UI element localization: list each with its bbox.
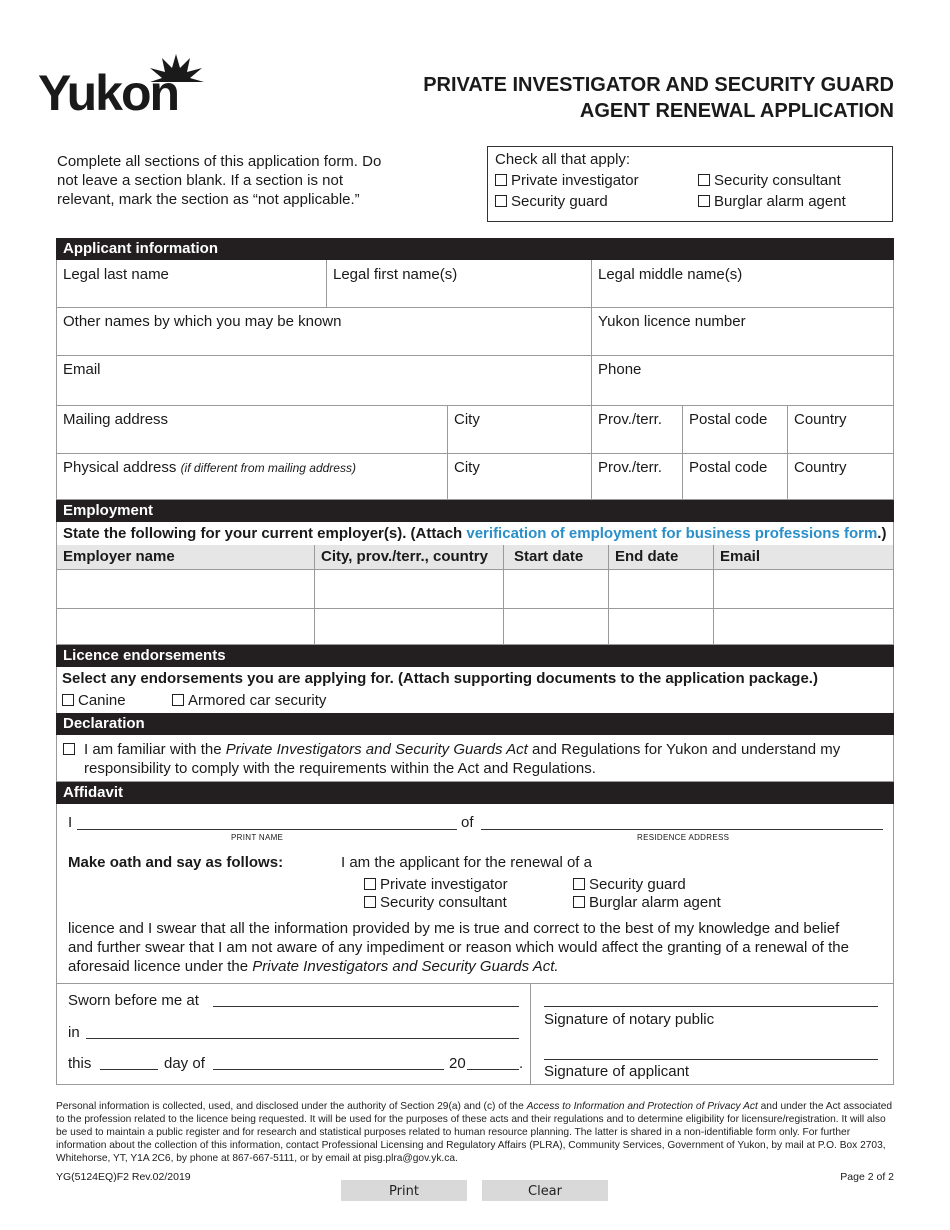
checkbox-icon[interactable] bbox=[698, 195, 710, 207]
checkbox-private-investigator[interactable]: Private investigator bbox=[495, 172, 639, 189]
mailing-prov-field[interactable]: Prov./terr. bbox=[591, 405, 683, 454]
mailing-country-field[interactable]: Country bbox=[787, 405, 894, 454]
section-licence-endorsements: Licence endorsements bbox=[56, 645, 894, 667]
employer-email-input[interactable] bbox=[713, 608, 894, 645]
page-number: Page 2 of 2 bbox=[840, 1171, 894, 1183]
checkbox-icon[interactable] bbox=[364, 878, 376, 890]
checkbox-burglar-alarm-agent[interactable]: Burglar alarm agent bbox=[698, 193, 846, 210]
col-end-date: End date bbox=[608, 545, 714, 570]
day-of-label: day of bbox=[164, 1055, 205, 1072]
clear-button[interactable]: Clear bbox=[482, 1180, 608, 1201]
checkbox-icon[interactable] bbox=[495, 174, 507, 186]
section-applicant-information: Applicant information bbox=[56, 238, 894, 260]
swear-text-1: licence and I swear that all the information provided by me is true and correct to the best of my knowledge and belief bbox=[68, 920, 840, 937]
privacy-notice: Personal information is collected, used, and disclosed under the authority of Section 29(a) and (c) of the Access to Information and Protection of Privacy Act and under the Act associated to the profession related to the licence being requested. It will be used for the purposes of these acts and their regulations and to determine eligibility for licensure/registration. It will also be used to maintain a public register and for research and statistical purposes related to human resource planning. The latter is shared in a non-identifiable form only. For further information about the collection of this information, contact Professional Licensing and Regulatory Affairs (PLRA), Community Services, Government of Yukon, by mail at P.O. Box 2703, Whitehorse, YT, Y1A 2C6, by phone at 867-667-5111, or by email at pisg.plra@gov.yk.ca. bbox=[56, 1101, 893, 1164]
year-prefix: 20 bbox=[449, 1055, 466, 1072]
affidavit-checkbox-private-investigator[interactable]: Private investigator bbox=[364, 876, 508, 893]
endorsements-instruction: Select any endorsements you are applying for. (Attach supporting documents to the application package.) bbox=[62, 670, 818, 687]
sworn-before-label: Sworn before me at bbox=[68, 992, 199, 1009]
section-employment: Employment bbox=[56, 500, 894, 522]
start-date-input[interactable] bbox=[503, 569, 609, 609]
affidavit-checkbox-security-guard[interactable]: Security guard bbox=[573, 876, 686, 893]
physical-city-field[interactable]: City bbox=[447, 453, 592, 500]
employer-email-input[interactable] bbox=[713, 569, 894, 609]
section-declaration: Declaration bbox=[56, 713, 894, 735]
legal-last-name-field[interactable]: Legal last name bbox=[56, 260, 327, 308]
verification-form-link[interactable]: verification of employment for business professions form bbox=[466, 525, 878, 542]
checkbox-canine[interactable]: Canine bbox=[62, 692, 126, 709]
email-field[interactable]: Email bbox=[56, 355, 592, 406]
physical-country-field[interactable]: Country bbox=[787, 453, 894, 500]
residence-caption: RESIDENCE ADDRESS bbox=[637, 833, 730, 842]
checkbox-icon[interactable] bbox=[495, 195, 507, 207]
checkbox-icon[interactable] bbox=[172, 694, 184, 706]
intro-text: Complete all sections of this application form. Do not leave a section blank. If a section is not relevant, mark the section as “not applicable.” bbox=[57, 153, 382, 208]
phone-field[interactable]: Phone bbox=[591, 355, 894, 406]
oath-label: Make oath and say as follows: bbox=[68, 854, 284, 871]
signature-divider bbox=[530, 983, 531, 1085]
notary-signature-line[interactable] bbox=[544, 1006, 878, 1007]
year-suffix: . bbox=[519, 1055, 524, 1072]
declaration-checkbox[interactable] bbox=[63, 743, 75, 755]
checkbox-icon[interactable] bbox=[698, 174, 710, 186]
employer-city-input[interactable] bbox=[314, 569, 504, 609]
applicant-for-text: I am the applicant for the renewal of a bbox=[341, 854, 592, 871]
col-start-date: Start date bbox=[503, 545, 609, 570]
print-button[interactable]: Print bbox=[341, 1180, 467, 1201]
sworn-location-line[interactable] bbox=[213, 1006, 519, 1007]
employment-instruction: State the following for your current employer(s). (Attach verification of employment for business professions form.) bbox=[56, 522, 894, 546]
swear-text-3: aforesaid licence under the Private Investigators and Security Guards Act. bbox=[68, 958, 559, 975]
employer-name-input[interactable] bbox=[56, 608, 315, 645]
notary-signature-label: Signature of notary public bbox=[544, 1011, 715, 1028]
affidavit-divider bbox=[56, 983, 894, 984]
print-name-line[interactable] bbox=[77, 829, 457, 830]
checkbox-security-guard[interactable]: Security guard bbox=[495, 193, 608, 210]
declaration-text-line2: responsibility to comply with the requirements within the Act and Regulations. bbox=[84, 760, 596, 777]
checkbox-icon[interactable] bbox=[364, 896, 376, 908]
checkbox-security-consultant[interactable]: Security consultant bbox=[698, 172, 841, 189]
legal-middle-name-field[interactable]: Legal middle name(s) bbox=[591, 260, 894, 308]
month-line[interactable] bbox=[213, 1069, 444, 1070]
affidavit-checkbox-security-consultant[interactable]: Security consultant bbox=[364, 894, 507, 911]
mailing-city-field[interactable]: City bbox=[447, 405, 592, 454]
swear-text-2: and further swear that I am not aware of any impediment or reason which would affect the granting of a renewal of the bbox=[68, 939, 849, 956]
affidavit-of: of bbox=[461, 814, 474, 831]
print-name-caption: PRINT NAME bbox=[231, 833, 284, 842]
section-affidavit: Affidavit bbox=[56, 782, 894, 804]
applicant-signature-line[interactable] bbox=[544, 1059, 878, 1060]
licence-number-field[interactable]: Yukon licence number bbox=[591, 307, 894, 356]
checkbox-armored-car[interactable]: Armored car security bbox=[172, 692, 326, 709]
physical-prov-field[interactable]: Prov./terr. bbox=[591, 453, 683, 500]
logo-text: Yukon bbox=[38, 65, 179, 121]
check-all-box bbox=[487, 146, 893, 222]
physical-address-field[interactable]: Physical address (if different from mailing address) bbox=[56, 453, 448, 500]
col-employer-name: Employer name bbox=[56, 545, 315, 570]
year-line[interactable] bbox=[467, 1069, 519, 1070]
col-city: City, prov./terr., country bbox=[314, 545, 504, 570]
other-names-field[interactable]: Other names by which you may be known bbox=[56, 307, 592, 356]
residence-address-line[interactable] bbox=[481, 829, 883, 830]
affidavit-checkbox-burglar-alarm-agent[interactable]: Burglar alarm agent bbox=[573, 894, 721, 911]
start-date-input[interactable] bbox=[503, 608, 609, 645]
physical-postal-field[interactable]: Postal code bbox=[682, 453, 788, 500]
in-location-line[interactable] bbox=[86, 1038, 519, 1039]
checkbox-icon[interactable] bbox=[573, 878, 585, 890]
declaration-text: I am familiar with the Private Investigators and Security Guards Act and Regulations for Yukon and understand my bbox=[84, 741, 841, 758]
in-label: in bbox=[68, 1024, 80, 1041]
legal-first-name-field[interactable]: Legal first name(s) bbox=[326, 260, 592, 308]
mailing-address-field[interactable]: Mailing address bbox=[56, 405, 448, 454]
employer-city-input[interactable] bbox=[314, 608, 504, 645]
affidavit-i: I bbox=[68, 814, 73, 831]
checkbox-icon[interactable] bbox=[573, 896, 585, 908]
end-date-input[interactable] bbox=[608, 569, 714, 609]
mailing-postal-field[interactable]: Postal code bbox=[682, 405, 788, 454]
day-line[interactable] bbox=[100, 1069, 158, 1070]
end-date-input[interactable] bbox=[608, 608, 714, 645]
this-label: this bbox=[68, 1055, 92, 1072]
applicant-signature-label: Signature of applicant bbox=[544, 1063, 690, 1080]
col-email: Email bbox=[713, 545, 894, 570]
page-title: PRIVATE INVESTIGATOR AND SECURITY GUARD AGENT RENEWAL APPLICATION bbox=[423, 74, 894, 122]
check-all-heading: Check all that apply: bbox=[495, 151, 631, 168]
form-id: YG(5124EQ)F2 Rev.02/2019 bbox=[56, 1171, 191, 1183]
yukon-logo bbox=[38, 52, 214, 124]
employer-name-input[interactable] bbox=[56, 569, 315, 609]
checkbox-icon[interactable] bbox=[62, 694, 74, 706]
